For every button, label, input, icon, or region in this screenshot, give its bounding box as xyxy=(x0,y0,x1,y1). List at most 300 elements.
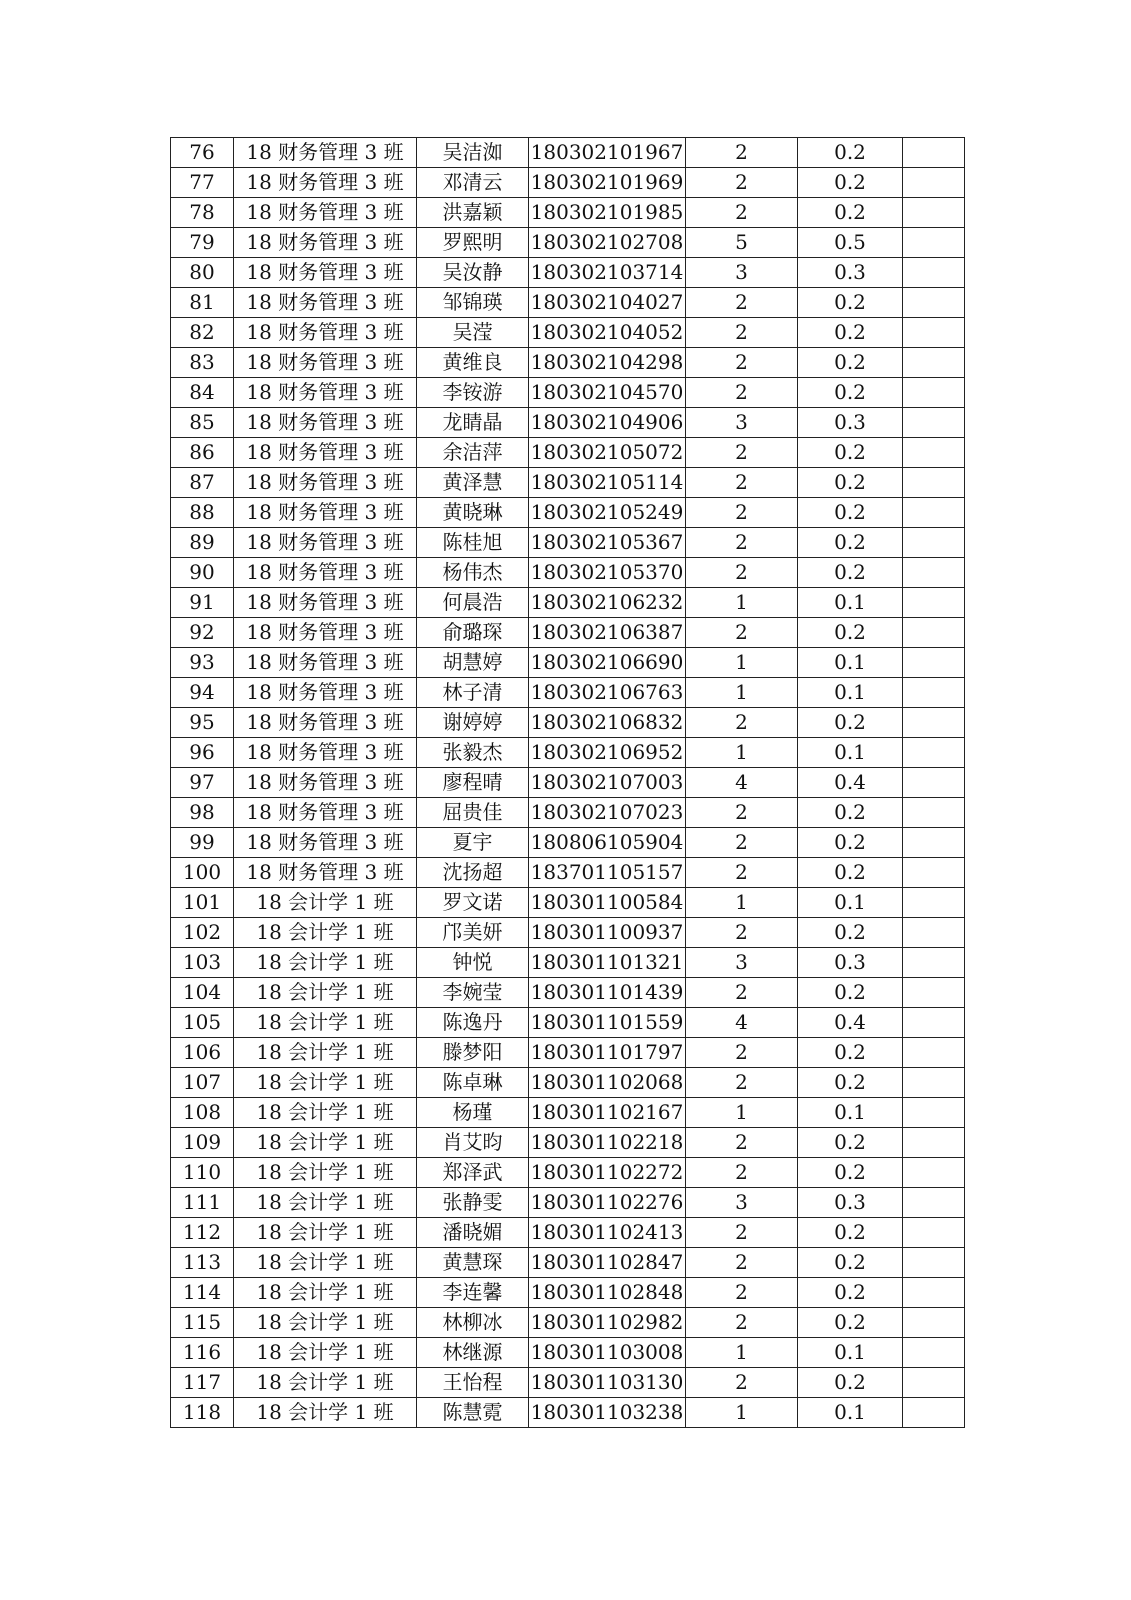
count-cell: 2 xyxy=(686,288,798,318)
class-name-cell: 18 财务管理 3 班 xyxy=(234,318,417,348)
class-name-cell: 18 财务管理 3 班 xyxy=(234,378,417,408)
note-cell xyxy=(903,1248,965,1278)
class-name-cell: 18 财务管理 3 班 xyxy=(234,858,417,888)
student-id-cell: 180301101439 xyxy=(529,978,686,1008)
class-name-cell: 18 会计学 1 班 xyxy=(234,978,417,1008)
note-cell xyxy=(903,1218,965,1248)
row-number-cell: 92 xyxy=(171,618,234,648)
table-row xyxy=(171,858,965,888)
student-id-cell: 180301102848 xyxy=(529,1278,686,1308)
student-name-cell: 余洁萍 xyxy=(417,438,529,468)
score-cell: 0.3 xyxy=(798,948,903,978)
note-cell xyxy=(903,498,965,528)
class-name-cell: 18 财务管理 3 班 xyxy=(234,288,417,318)
student-id-cell: 180302101967 xyxy=(529,138,686,168)
count-cell: 1 xyxy=(686,888,798,918)
note-cell xyxy=(903,618,965,648)
student-id-cell: 180301102218 xyxy=(529,1128,686,1158)
note-cell xyxy=(903,258,965,288)
count-cell: 2 xyxy=(686,828,798,858)
score-cell: 0.2 xyxy=(798,708,903,738)
row-number-cell: 108 xyxy=(171,1098,234,1128)
count-cell: 2 xyxy=(686,618,798,648)
class-name-cell: 18 会计学 1 班 xyxy=(234,1248,417,1278)
count-cell: 2 xyxy=(686,468,798,498)
note-cell xyxy=(903,948,965,978)
student-id-cell: 180806105904 xyxy=(529,828,686,858)
count-cell: 2 xyxy=(686,378,798,408)
score-cell: 0.2 xyxy=(798,1218,903,1248)
row-number-cell: 109 xyxy=(171,1128,234,1158)
student-id-cell: 180301101797 xyxy=(529,1038,686,1068)
student-id-cell: 180302104298 xyxy=(529,348,686,378)
class-name-cell: 18 财务管理 3 班 xyxy=(234,798,417,828)
student-name-cell: 李铵游 xyxy=(417,378,529,408)
note-cell xyxy=(903,978,965,1008)
count-cell: 1 xyxy=(686,648,798,678)
class-name-cell: 18 会计学 1 班 xyxy=(234,1278,417,1308)
class-name-cell: 18 财务管理 3 班 xyxy=(234,468,417,498)
count-cell: 2 xyxy=(686,138,798,168)
count-cell: 3 xyxy=(686,948,798,978)
note-cell xyxy=(903,378,965,408)
student-id-cell: 180301103008 xyxy=(529,1338,686,1368)
table-row xyxy=(171,138,965,168)
row-number-cell: 98 xyxy=(171,798,234,828)
class-name-cell: 18 财务管理 3 班 xyxy=(234,618,417,648)
class-name-cell: 18 会计学 1 班 xyxy=(234,1398,417,1428)
student-id-cell: 180302106952 xyxy=(529,738,686,768)
student-id-cell: 180301102167 xyxy=(529,1098,686,1128)
table-row xyxy=(171,1008,965,1038)
student-name-cell: 胡慧婷 xyxy=(417,648,529,678)
note-cell xyxy=(903,828,965,858)
student-name-cell: 邹锦瑛 xyxy=(417,288,529,318)
row-number-cell: 99 xyxy=(171,828,234,858)
table-row xyxy=(171,588,965,618)
student-id-cell: 180302101985 xyxy=(529,198,686,228)
count-cell: 2 xyxy=(686,1218,798,1248)
count-cell: 2 xyxy=(686,318,798,348)
row-number-cell: 86 xyxy=(171,438,234,468)
score-cell: 0.2 xyxy=(798,1308,903,1338)
class-name-cell: 18 财务管理 3 班 xyxy=(234,138,417,168)
row-number-cell: 105 xyxy=(171,1008,234,1038)
student-id-cell: 180301103238 xyxy=(529,1398,686,1428)
class-name-cell: 18 会计学 1 班 xyxy=(234,1128,417,1158)
table-row xyxy=(171,1248,965,1278)
note-cell xyxy=(903,138,965,168)
student-name-cell: 黄慧琛 xyxy=(417,1248,529,1278)
score-cell: 0.2 xyxy=(798,918,903,948)
student-id-cell: 180302105370 xyxy=(529,558,686,588)
score-cell: 0.2 xyxy=(798,138,903,168)
note-cell xyxy=(903,198,965,228)
class-name-cell: 18 财务管理 3 班 xyxy=(234,198,417,228)
student-name-cell: 洪嘉颖 xyxy=(417,198,529,228)
score-cell: 0.2 xyxy=(798,528,903,558)
table-row xyxy=(171,378,965,408)
class-name-cell: 18 财务管理 3 班 xyxy=(234,648,417,678)
count-cell: 3 xyxy=(686,258,798,288)
class-name-cell: 18 会计学 1 班 xyxy=(234,948,417,978)
note-cell xyxy=(903,1368,965,1398)
student-id-cell: 180302105249 xyxy=(529,498,686,528)
table-row xyxy=(171,1098,965,1128)
student-id-cell: 183701105157 xyxy=(529,858,686,888)
student-id-cell: 180301102847 xyxy=(529,1248,686,1278)
count-cell: 1 xyxy=(686,1098,798,1128)
student-name-cell: 王怡程 xyxy=(417,1368,529,1398)
row-number-cell: 104 xyxy=(171,978,234,1008)
note-cell xyxy=(903,798,965,828)
student-name-cell: 潘晓媚 xyxy=(417,1218,529,1248)
score-cell: 0.2 xyxy=(798,618,903,648)
note-cell xyxy=(903,768,965,798)
score-cell: 0.2 xyxy=(798,168,903,198)
student-name-cell: 何晨浩 xyxy=(417,588,529,618)
score-cell: 0.1 xyxy=(798,648,903,678)
score-cell: 0.3 xyxy=(798,408,903,438)
table-row xyxy=(171,468,965,498)
student-name-cell: 李婉莹 xyxy=(417,978,529,1008)
count-cell: 1 xyxy=(686,588,798,618)
score-cell: 0.2 xyxy=(798,1158,903,1188)
note-cell xyxy=(903,1278,965,1308)
student-name-cell: 黄维良 xyxy=(417,348,529,378)
row-number-cell: 100 xyxy=(171,858,234,888)
student-name-cell: 罗文诺 xyxy=(417,888,529,918)
count-cell: 2 xyxy=(686,1128,798,1158)
student-name-cell: 陈桂旭 xyxy=(417,528,529,558)
row-number-cell: 116 xyxy=(171,1338,234,1368)
class-name-cell: 18 会计学 1 班 xyxy=(234,1008,417,1038)
table-row xyxy=(171,828,965,858)
table-row xyxy=(171,738,965,768)
table-row xyxy=(171,678,965,708)
note-cell xyxy=(903,588,965,618)
score-cell: 0.1 xyxy=(798,1398,903,1428)
row-number-cell: 117 xyxy=(171,1368,234,1398)
student-id-cell: 180302107003 xyxy=(529,768,686,798)
table-row xyxy=(171,228,965,258)
row-number-cell: 95 xyxy=(171,708,234,738)
class-name-cell: 18 会计学 1 班 xyxy=(234,1188,417,1218)
score-cell: 0.4 xyxy=(798,1008,903,1038)
score-cell: 0.1 xyxy=(798,738,903,768)
student-name-cell: 林继源 xyxy=(417,1338,529,1368)
score-cell: 0.2 xyxy=(798,978,903,1008)
score-cell: 0.2 xyxy=(798,1368,903,1398)
student-name-cell: 钟悦 xyxy=(417,948,529,978)
class-name-cell: 18 财务管理 3 班 xyxy=(234,588,417,618)
count-cell: 1 xyxy=(686,1338,798,1368)
table-row xyxy=(171,1128,965,1158)
note-cell xyxy=(903,288,965,318)
table-row xyxy=(171,1278,965,1308)
note-cell xyxy=(903,348,965,378)
student-id-cell: 180302106387 xyxy=(529,618,686,648)
count-cell: 2 xyxy=(686,708,798,738)
class-name-cell: 18 会计学 1 班 xyxy=(234,1068,417,1098)
row-number-cell: 81 xyxy=(171,288,234,318)
score-cell: 0.2 xyxy=(798,798,903,828)
note-cell xyxy=(903,438,965,468)
student-id-cell: 180302106232 xyxy=(529,588,686,618)
note-cell xyxy=(903,318,965,348)
student-name-cell: 林子清 xyxy=(417,678,529,708)
note-cell xyxy=(903,1158,965,1188)
student-name-cell: 吴汝静 xyxy=(417,258,529,288)
student-id-cell: 180302105072 xyxy=(529,438,686,468)
count-cell: 2 xyxy=(686,978,798,1008)
class-name-cell: 18 财务管理 3 班 xyxy=(234,348,417,378)
row-number-cell: 85 xyxy=(171,408,234,438)
student-id-cell: 180301102982 xyxy=(529,1308,686,1338)
student-name-cell: 吴滢 xyxy=(417,318,529,348)
roster-body xyxy=(171,138,965,1428)
class-name-cell: 18 财务管理 3 班 xyxy=(234,438,417,468)
class-name-cell: 18 财务管理 3 班 xyxy=(234,228,417,258)
row-number-cell: 88 xyxy=(171,498,234,528)
note-cell xyxy=(903,738,965,768)
table-row xyxy=(171,1038,965,1068)
class-name-cell: 18 会计学 1 班 xyxy=(234,1098,417,1128)
score-cell: 0.1 xyxy=(798,1338,903,1368)
score-cell: 0.1 xyxy=(798,888,903,918)
table-row xyxy=(171,1158,965,1188)
class-name-cell: 18 会计学 1 班 xyxy=(234,1338,417,1368)
student-id-cell: 180302104052 xyxy=(529,318,686,348)
student-name-cell: 李连馨 xyxy=(417,1278,529,1308)
score-cell: 0.3 xyxy=(798,258,903,288)
student-id-cell: 180301103130 xyxy=(529,1368,686,1398)
score-cell: 0.2 xyxy=(798,1068,903,1098)
table-row xyxy=(171,438,965,468)
row-number-cell: 90 xyxy=(171,558,234,588)
row-number-cell: 89 xyxy=(171,528,234,558)
row-number-cell: 106 xyxy=(171,1038,234,1068)
row-number-cell: 82 xyxy=(171,318,234,348)
student-id-cell: 180302102708 xyxy=(529,228,686,258)
class-name-cell: 18 财务管理 3 班 xyxy=(234,678,417,708)
student-name-cell: 陈卓琳 xyxy=(417,1068,529,1098)
score-cell: 0.2 xyxy=(798,858,903,888)
row-number-cell: 110 xyxy=(171,1158,234,1188)
row-number-cell: 93 xyxy=(171,648,234,678)
row-number-cell: 101 xyxy=(171,888,234,918)
row-number-cell: 87 xyxy=(171,468,234,498)
count-cell: 2 xyxy=(686,918,798,948)
row-number-cell: 80 xyxy=(171,258,234,288)
student-id-cell: 180301101559 xyxy=(529,1008,686,1038)
row-number-cell: 83 xyxy=(171,348,234,378)
class-name-cell: 18 会计学 1 班 xyxy=(234,1368,417,1398)
row-number-cell: 94 xyxy=(171,678,234,708)
student-id-cell: 180301100937 xyxy=(529,918,686,948)
student-name-cell: 滕梦阳 xyxy=(417,1038,529,1068)
table-row xyxy=(171,978,965,1008)
student-id-cell: 180302106832 xyxy=(529,708,686,738)
table-row xyxy=(171,1308,965,1338)
note-cell xyxy=(903,528,965,558)
score-cell: 0.5 xyxy=(798,228,903,258)
count-cell: 2 xyxy=(686,1158,798,1188)
row-number-cell: 113 xyxy=(171,1248,234,1278)
count-cell: 2 xyxy=(686,1368,798,1398)
row-number-cell: 111 xyxy=(171,1188,234,1218)
count-cell: 4 xyxy=(686,1008,798,1038)
student-id-cell: 180301102413 xyxy=(529,1218,686,1248)
score-cell: 0.1 xyxy=(798,678,903,708)
score-cell: 0.1 xyxy=(798,1098,903,1128)
student-name-cell: 邝美妍 xyxy=(417,918,529,948)
row-number-cell: 84 xyxy=(171,378,234,408)
score-cell: 0.2 xyxy=(798,1128,903,1158)
note-cell xyxy=(903,1338,965,1368)
count-cell: 2 xyxy=(686,168,798,198)
class-name-cell: 18 财务管理 3 班 xyxy=(234,738,417,768)
row-number-cell: 76 xyxy=(171,138,234,168)
student-id-cell: 180301102068 xyxy=(529,1068,686,1098)
class-name-cell: 18 会计学 1 班 xyxy=(234,1038,417,1068)
count-cell: 1 xyxy=(686,738,798,768)
student-name-cell: 廖程晴 xyxy=(417,768,529,798)
row-number-cell: 78 xyxy=(171,198,234,228)
student-name-cell: 龙睛晶 xyxy=(417,408,529,438)
student-name-cell: 杨伟杰 xyxy=(417,558,529,588)
student-id-cell: 180302104570 xyxy=(529,378,686,408)
count-cell: 2 xyxy=(686,1308,798,1338)
student-id-cell: 180301102276 xyxy=(529,1188,686,1218)
count-cell: 2 xyxy=(686,498,798,528)
class-name-cell: 18 会计学 1 班 xyxy=(234,1308,417,1338)
student-id-cell: 180302103714 xyxy=(529,258,686,288)
table-row xyxy=(171,498,965,528)
student-name-cell: 黄泽慧 xyxy=(417,468,529,498)
table-row xyxy=(171,258,965,288)
note-cell xyxy=(903,1308,965,1338)
class-name-cell: 18 财务管理 3 班 xyxy=(234,498,417,528)
row-number-cell: 103 xyxy=(171,948,234,978)
class-name-cell: 18 财务管理 3 班 xyxy=(234,768,417,798)
count-cell: 2 xyxy=(686,438,798,468)
count-cell: 2 xyxy=(686,1038,798,1068)
score-cell: 0.2 xyxy=(798,348,903,378)
score-cell: 0.2 xyxy=(798,828,903,858)
note-cell xyxy=(903,708,965,738)
note-cell xyxy=(903,408,965,438)
score-cell: 0.2 xyxy=(798,1278,903,1308)
count-cell: 5 xyxy=(686,228,798,258)
note-cell xyxy=(903,468,965,498)
note-cell xyxy=(903,918,965,948)
student-name-cell: 沈扬超 xyxy=(417,858,529,888)
student-name-cell: 张静雯 xyxy=(417,1188,529,1218)
student-roster-table xyxy=(170,137,965,1428)
student-name-cell: 俞璐琛 xyxy=(417,618,529,648)
count-cell: 3 xyxy=(686,1188,798,1218)
score-cell: 0.2 xyxy=(798,378,903,408)
note-cell xyxy=(903,1008,965,1038)
count-cell: 2 xyxy=(686,528,798,558)
row-number-cell: 118 xyxy=(171,1398,234,1428)
row-number-cell: 96 xyxy=(171,738,234,768)
class-name-cell: 18 会计学 1 班 xyxy=(234,918,417,948)
row-number-cell: 102 xyxy=(171,918,234,948)
count-cell: 2 xyxy=(686,858,798,888)
count-cell: 4 xyxy=(686,768,798,798)
student-id-cell: 180301102272 xyxy=(529,1158,686,1188)
note-cell xyxy=(903,228,965,258)
row-number-cell: 114 xyxy=(171,1278,234,1308)
table-row xyxy=(171,768,965,798)
class-name-cell: 18 财务管理 3 班 xyxy=(234,408,417,438)
score-cell: 0.2 xyxy=(798,558,903,588)
student-name-cell: 黄晓琳 xyxy=(417,498,529,528)
score-cell: 0.2 xyxy=(798,468,903,498)
table-row xyxy=(171,318,965,348)
table-row xyxy=(171,288,965,318)
note-cell xyxy=(903,678,965,708)
student-name-cell: 肖艾昀 xyxy=(417,1128,529,1158)
student-name-cell: 陈慧霓 xyxy=(417,1398,529,1428)
table-row xyxy=(171,408,965,438)
class-name-cell: 18 财务管理 3 班 xyxy=(234,528,417,558)
student-id-cell: 180302106690 xyxy=(529,648,686,678)
count-cell: 2 xyxy=(686,198,798,228)
note-cell xyxy=(903,858,965,888)
count-cell: 2 xyxy=(686,348,798,378)
row-number-cell: 77 xyxy=(171,168,234,198)
student-name-cell: 罗熙明 xyxy=(417,228,529,258)
table-row xyxy=(171,1218,965,1248)
score-cell: 0.2 xyxy=(798,288,903,318)
note-cell xyxy=(903,648,965,678)
student-id-cell: 180301100584 xyxy=(529,888,686,918)
table-row xyxy=(171,198,965,228)
student-id-cell: 180302107023 xyxy=(529,798,686,828)
note-cell xyxy=(903,1098,965,1128)
class-name-cell: 18 财务管理 3 班 xyxy=(234,708,417,738)
class-name-cell: 18 财务管理 3 班 xyxy=(234,828,417,858)
table-row xyxy=(171,528,965,558)
table-row xyxy=(171,918,965,948)
table-row xyxy=(171,888,965,918)
student-id-cell: 180301101321 xyxy=(529,948,686,978)
note-cell xyxy=(903,168,965,198)
student-name-cell: 邓清云 xyxy=(417,168,529,198)
student-id-cell: 180302105367 xyxy=(529,528,686,558)
student-name-cell: 林柳冰 xyxy=(417,1308,529,1338)
table-row xyxy=(171,1368,965,1398)
note-cell xyxy=(903,1128,965,1158)
table-row xyxy=(171,1068,965,1098)
table-row xyxy=(171,798,965,828)
student-name-cell: 吴洁洳 xyxy=(417,138,529,168)
table-row xyxy=(171,1398,965,1428)
student-name-cell: 郑泽武 xyxy=(417,1158,529,1188)
score-cell: 0.2 xyxy=(798,1038,903,1068)
table-row xyxy=(171,558,965,588)
count-cell: 2 xyxy=(686,1248,798,1278)
table-row xyxy=(171,708,965,738)
table-row xyxy=(171,1188,965,1218)
student-name-cell: 杨瑾 xyxy=(417,1098,529,1128)
score-cell: 0.2 xyxy=(798,198,903,228)
count-cell: 2 xyxy=(686,558,798,588)
row-number-cell: 91 xyxy=(171,588,234,618)
